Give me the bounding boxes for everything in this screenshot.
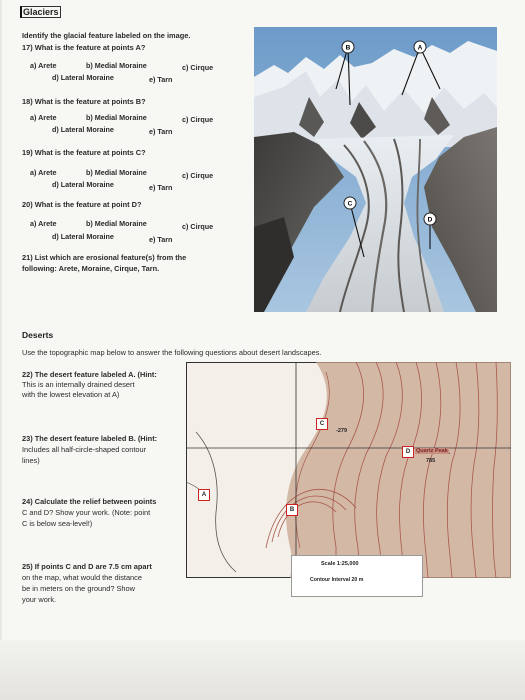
question-24-line3: C is below sea-level!) bbox=[22, 519, 93, 528]
map-label-d: D bbox=[402, 446, 414, 458]
option-d: d) Lateral Moraine bbox=[52, 73, 114, 82]
question-25-line1: 25) If points C and D are 7.5 cm apart bbox=[22, 562, 152, 571]
topographic-map bbox=[186, 362, 511, 578]
option-e: e) Tarn bbox=[149, 127, 173, 136]
glaciers-intro: Identify the glacial feature labeled on the image. bbox=[22, 31, 191, 40]
photo-label-b: B bbox=[345, 44, 351, 52]
option-a: a) Arete bbox=[30, 61, 57, 70]
map-label-b: B bbox=[286, 504, 298, 516]
option-d: d) Lateral Moraine bbox=[52, 232, 114, 241]
glacier-photo-illustration bbox=[254, 27, 497, 312]
question-22-line1: 22) The desert feature labeled A. (Hint: bbox=[22, 370, 157, 379]
question-24-line1: 24) Calculate the relief between points bbox=[22, 497, 157, 506]
deserts-intro: Use the topographic map below to answer the following questions about desert landscapes. bbox=[22, 348, 322, 357]
elevation-c: -279 bbox=[336, 428, 348, 434]
map-label-a: A bbox=[198, 489, 210, 501]
map-label-c: C bbox=[316, 418, 328, 430]
option-b: b) Medial Moraine bbox=[86, 168, 147, 177]
question-text: 18) What is the feature at points B? bbox=[22, 97, 146, 106]
question-text: 19) What is the feature at points C? bbox=[22, 148, 146, 157]
option-a: a) Arete bbox=[30, 113, 57, 122]
option-c: c) Cirque bbox=[182, 63, 214, 72]
question-21-line2: following: Arete, Moraine, Cirque, Tarn. bbox=[22, 264, 160, 273]
question-22-line2: This is an internally drained desert bbox=[22, 380, 135, 389]
deserts-heading: Deserts bbox=[22, 330, 54, 340]
question-25-line4: your work. bbox=[22, 595, 57, 604]
question-25-line3: be in meters on the ground? Show bbox=[22, 584, 135, 593]
map-contour-interval: Contour Interval 20 m bbox=[310, 577, 364, 583]
page-bottom-shadow bbox=[0, 640, 525, 700]
question-text: 20) What is the feature at point D? bbox=[22, 200, 142, 209]
option-c: c) Cirque bbox=[182, 171, 214, 180]
option-a: a) Arete bbox=[30, 219, 57, 228]
option-e: e) Tarn bbox=[149, 75, 173, 84]
option-b: b) Medial Moraine bbox=[86, 219, 147, 228]
peak-name: Quartz Peak bbox=[416, 448, 448, 454]
option-a: a) Arete bbox=[30, 168, 57, 177]
option-c: c) Cirque bbox=[182, 222, 214, 231]
question-text: 17) What is the feature at points A? bbox=[22, 43, 146, 52]
glaciers-heading: Glaciers bbox=[20, 6, 61, 18]
photo-label-d: D bbox=[427, 216, 433, 224]
photo-label-c: C bbox=[347, 200, 353, 208]
question-21-line1: 21) List which are erosional feature(s) from the bbox=[22, 253, 187, 262]
elevation-d: 785 bbox=[426, 458, 436, 464]
question-22-line3: with the lowest elevation at A) bbox=[22, 390, 120, 399]
option-b: b) Medial Moraine bbox=[86, 113, 147, 122]
question-23-line1: 23) The desert feature labeled B. (Hint: bbox=[22, 434, 158, 443]
glacier-photo bbox=[254, 27, 497, 312]
option-e: e) Tarn bbox=[149, 235, 173, 244]
topo-map-illustration bbox=[186, 362, 511, 578]
question-24-line2: C and D? Show your work. (Note: point bbox=[22, 508, 151, 517]
option-e: e) Tarn bbox=[149, 183, 173, 192]
option-c: c) Cirque bbox=[182, 115, 214, 124]
photo-label-a: A bbox=[417, 44, 423, 52]
option-b: b) Medial Moraine bbox=[86, 61, 147, 70]
map-scale: Scale 1:25,000 bbox=[321, 561, 359, 567]
option-d: d) Lateral Moraine bbox=[52, 125, 114, 134]
question-23-line3: lines) bbox=[22, 456, 40, 465]
question-25-line2: on the map, what would the distance bbox=[22, 573, 142, 582]
option-d: d) Lateral Moraine bbox=[52, 180, 114, 189]
question-23-line2: Includes all half-circle-shaped contour bbox=[22, 445, 147, 454]
